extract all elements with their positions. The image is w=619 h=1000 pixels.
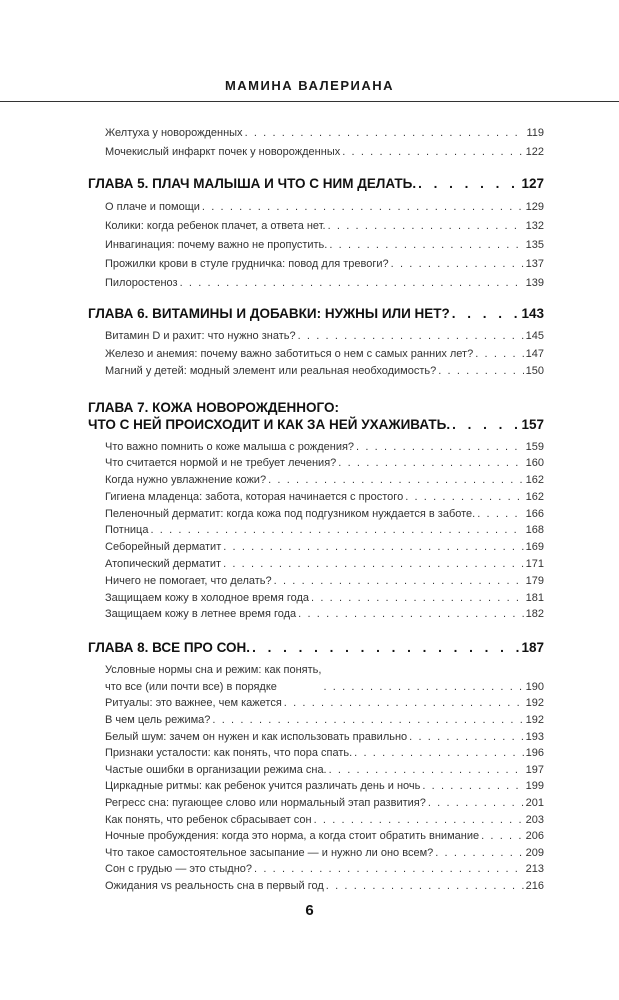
dot-leader [428, 795, 524, 812]
chapter-heading[interactable] [88, 399, 544, 433]
dot-leader [418, 175, 519, 192]
toc-entry-title: Ночные пробуждения: когда это норма, а когда стоит обратить внимание [105, 830, 480, 843]
toc-entry[interactable] [105, 455, 544, 472]
toc-entry[interactable] [105, 363, 544, 381]
toc-entry-title: Пеленочный дерматит: когда кожа под подгузником нуждается в заботе. [105, 507, 476, 520]
toc-entry-page: 192 [525, 697, 544, 710]
toc-entry[interactable] [105, 439, 544, 456]
toc-entry[interactable] [105, 489, 544, 506]
dot-leader [475, 346, 523, 364]
dot-leader [298, 328, 524, 346]
toc-entry-title: Признаки усталости: как понять, что пора спать. [105, 747, 353, 760]
toc-entry-title: Ничего не помогает, что делать? [105, 574, 272, 587]
toc-entry[interactable] [105, 745, 544, 762]
dot-leader [180, 274, 524, 293]
toc-entry-title: Как понять, что ребенок сбрасывает сон [105, 813, 312, 826]
toc-entry[interactable] [105, 712, 544, 729]
toc-entry[interactable] [105, 573, 544, 590]
toc-entry-page: 169 [525, 541, 544, 554]
chapter-heading[interactable] [88, 175, 544, 192]
toc-entry-title: Колики: когда ребенок плачет, а ответа нет. [105, 220, 326, 232]
toc-entry-page: 193 [525, 730, 544, 743]
dot-leader [438, 363, 523, 381]
toc-entry-page: 135 [525, 239, 544, 251]
toc-entry-page: 209 [525, 846, 544, 859]
toc-entry-title: В чем цель режима? [105, 714, 211, 727]
toc-entry[interactable] [105, 539, 544, 556]
toc-entry[interactable] [105, 812, 544, 829]
toc-entry-page: 162 [525, 474, 544, 487]
toc-entry-page: 201 [525, 797, 544, 810]
dot-leader [391, 255, 524, 274]
dot-leader [274, 573, 524, 590]
toc-entry[interactable] [105, 506, 544, 523]
toc-entry-page: 137 [525, 258, 544, 270]
dot-leader [354, 745, 523, 762]
toc-entry-page: 192 [525, 714, 544, 727]
toc-entry-title: Частые ошибки в организации режима сна. [105, 763, 327, 776]
toc-entry-title: Сон с грудью — это стыдно? [105, 863, 253, 876]
toc-entry-page: 216 [525, 879, 544, 892]
chapter-heading[interactable] [88, 639, 544, 656]
chapter-heading-title: ГЛАВА 7. КОЖА НОВОРОЖДЕННОГО: ЧТО С НЕЙ ПРОИСХОДИТ И КАК ЗА НЕЙ УХАЖИВАТЬ. [88, 399, 451, 432]
dot-leader [268, 472, 524, 489]
dot-leader [435, 845, 523, 862]
toc-entry-page: 182 [525, 608, 544, 621]
toc-entry-title: Ритуалы: это важнее, чем кажется [105, 697, 282, 710]
dot-leader [452, 305, 520, 322]
dot-leader [342, 143, 523, 162]
toc-entry[interactable] [105, 124, 544, 143]
toc-entry[interactable] [105, 762, 544, 779]
dot-leader [298, 606, 523, 623]
toc-entry[interactable] [105, 255, 544, 274]
toc-entry[interactable] [105, 778, 544, 795]
toc-entry[interactable] [105, 729, 544, 746]
dot-leader [212, 712, 523, 729]
toc-entry-page: 132 [525, 220, 544, 232]
toc-entry-title: Защищаем кожу в летнее время года [105, 608, 297, 621]
toc-entry[interactable] [105, 662, 544, 695]
dot-leader [254, 861, 524, 878]
toc-entry-page: 129 [525, 201, 544, 213]
toc-entry-title: Защищаем кожу в холодное время года [105, 591, 310, 604]
header-rule [0, 101, 619, 102]
toc-entry-page: 206 [525, 830, 544, 843]
toc-entry-title: Ожидания vs реальность сна в первый год [105, 879, 324, 892]
toc-entry[interactable] [105, 522, 544, 539]
toc-entry-page: 119 [526, 127, 544, 139]
toc-entry-title: О плаче и помощи [105, 201, 200, 213]
toc-entry[interactable] [105, 143, 544, 162]
toc-entry-page: 162 [525, 490, 544, 503]
dot-leader [409, 729, 523, 746]
toc-entry-page: 179 [525, 574, 544, 587]
toc-entry[interactable] [105, 556, 544, 573]
toc-entry-page: 196 [525, 747, 544, 760]
toc-entry-page: 203 [525, 813, 544, 826]
dot-leader [405, 489, 523, 506]
toc-entry-page: 181 [525, 591, 544, 604]
dot-leader [477, 506, 523, 523]
toc-entry-page: 150 [525, 365, 544, 377]
running-header: МАМИНА ВАЛЕРИАНА [224, 78, 395, 93]
dot-leader [452, 416, 519, 433]
toc-entry-page: 122 [525, 146, 544, 158]
dot-leader [202, 198, 524, 217]
dot-leader [223, 539, 523, 556]
toc-entry[interactable] [105, 861, 544, 878]
toc-entry-title: Атопический дерматит [105, 558, 222, 571]
dot-leader [150, 522, 523, 539]
toc-entry[interactable] [105, 346, 544, 364]
toc-entry[interactable] [105, 328, 544, 346]
dot-leader [245, 124, 525, 143]
toc-entry[interactable] [105, 828, 544, 845]
dot-leader [329, 236, 523, 255]
dot-leader [323, 679, 523, 696]
chapter-heading-page: 157 [521, 416, 544, 432]
toc-entry-title: Что важно помнить о коже малыша с рождения? [105, 440, 355, 453]
dot-leader [252, 639, 519, 656]
toc-entry-title: Циркадные ритмы: как ребенок учится различать день и ночь [105, 780, 421, 793]
toc-entry-title: Регресс сна: пугающее слово или нормальный этап развития? [105, 797, 426, 810]
dot-leader [223, 556, 524, 573]
toc-entry-title: Что считается нормой и не требует лечения? [105, 457, 337, 470]
toc-entry-page: 168 [525, 524, 544, 537]
toc-entry[interactable] [105, 695, 544, 712]
toc-entry-page: 139 [525, 277, 544, 289]
toc-entry[interactable] [105, 878, 544, 895]
dot-leader [284, 695, 524, 712]
toc-entry-page: 213 [525, 863, 544, 876]
dot-leader [311, 590, 524, 607]
dot-leader [314, 812, 524, 829]
toc-entry[interactable] [105, 795, 544, 812]
toc-entry-title: Потница [105, 524, 149, 537]
dot-leader [338, 455, 523, 472]
toc-entry[interactable] [105, 236, 544, 255]
chapter-heading-title: ГЛАВА 8. ВСЕ ПРО СОН. [88, 640, 251, 656]
toc-entry-page: 145 [525, 330, 544, 342]
toc-entry-title: Что такое самостоятельное засыпание — и нужно ли оно всем? [105, 846, 434, 859]
toc-entry[interactable] [105, 274, 544, 293]
toc-entry-title: Инвагинация: почему важно не пропустить. [105, 239, 328, 251]
toc-entry-page: 147 [525, 347, 544, 360]
dot-leader [326, 878, 524, 895]
toc-entry-page: 171 [525, 558, 544, 571]
toc-entry-title: Мочекислый инфаркт почек у новорожденных [105, 146, 341, 158]
toc-entry[interactable] [105, 472, 544, 489]
toc-entry-title: Белый шум: зачем он нужен и как использовать правильно [105, 730, 408, 743]
toc-entry-title: Прожилки крови в стуле грудничка: повод для тревоги? [105, 258, 389, 270]
toc-entry-title: Себорейный дерматит [105, 541, 222, 554]
toc-entry-title: Пилоростеноз [105, 277, 178, 289]
table-of-contents [88, 124, 544, 895]
toc-entry-page: 190 [525, 680, 544, 693]
chapter-heading[interactable] [88, 305, 544, 322]
dot-leader [481, 828, 524, 845]
dot-leader [328, 217, 524, 236]
toc-entry-title: Витамин D и рахит: что нужно знать? [105, 330, 296, 342]
toc-entry[interactable] [105, 845, 544, 862]
toc-entry-page: 166 [525, 507, 544, 520]
toc-entry-title: Магний у детей: модный элемент или реальная необходимость? [105, 365, 437, 377]
toc-entry[interactable] [105, 217, 544, 236]
chapter-heading-page: 127 [521, 176, 544, 191]
toc-entry-title: Железо и анемия: почему важно заботиться о нем с самых ранних лет? [105, 347, 474, 360]
dot-leader [356, 439, 524, 456]
toc-entry[interactable] [105, 590, 544, 607]
toc-entry-page: 160 [525, 457, 544, 470]
toc-entry-title: Гигиена младенца: забота, которая начинается с простого [105, 490, 404, 503]
toc-entry-title: Желтуха у новорожденных [105, 127, 243, 139]
toc-entry-title: Когда нужно увлажнение кожи? [105, 474, 267, 487]
toc-entry[interactable] [105, 606, 544, 623]
page-number: 6 [305, 902, 314, 919]
dot-leader [329, 762, 524, 779]
toc-entry-page: 159 [525, 440, 544, 453]
chapter-heading-page: 143 [521, 306, 544, 321]
chapter-heading-page: 187 [521, 640, 544, 656]
toc-entry-page: 199 [525, 780, 544, 793]
dot-leader [422, 778, 523, 795]
toc-entry-title: Условные нормы сна и режим: как понять, что все (или почти все) в порядке [105, 664, 322, 693]
toc-entry-page: 197 [525, 763, 544, 776]
chapter-heading-title: ГЛАВА 6. ВИТАМИНЫ И ДОБАВКИ: НУЖНЫ ИЛИ НЕТ? [88, 306, 450, 321]
chapter-heading-title: ГЛАВА 5. ПЛАЧ МАЛЫША И ЧТО С НИМ ДЕЛАТЬ. [88, 176, 417, 191]
toc-entry[interactable] [105, 198, 544, 217]
